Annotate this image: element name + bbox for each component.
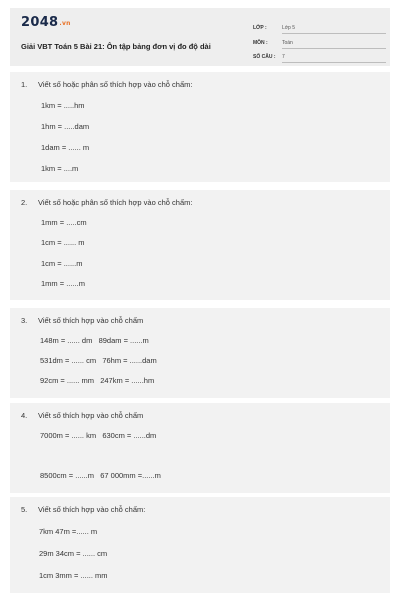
question-heading [21, 411, 143, 420]
answer-line: 1km = .....hm [41, 101, 85, 110]
site-logo[interactable] [21, 15, 71, 30]
document-title: Giải VBT Toán 5 Bài 21: Ôn tập bảng đơn vị đo độ dài [21, 42, 211, 51]
answer-line: 1cm = ...... m [41, 238, 85, 247]
answer-line: 1dam = ...... m [41, 143, 90, 152]
meta-label-subject: MÔN : [253, 40, 268, 46]
question-number: 3. [21, 316, 28, 325]
worksheet-header [10, 8, 390, 66]
question-heading [21, 80, 192, 89]
answer-line: 1mm = ......m [41, 279, 85, 288]
answer-line: 1mm = .....cm [41, 218, 87, 227]
answer-line: 8500cm = ......m 67 000mm =......m [40, 471, 161, 480]
question-heading [21, 505, 145, 514]
question-1 [10, 72, 390, 182]
answer-line: 148m = ...... dm 89dam = ......m [40, 336, 149, 345]
answer-line: 7km 47m =...... m [39, 527, 98, 536]
meta-value-class: Lớp 5 [282, 25, 386, 34]
logo-suffix: .vn [59, 20, 71, 27]
meta-value-question-count: 7 [282, 54, 386, 63]
question-3 [10, 308, 390, 398]
answer-line: 92cm = ...... mm 247km = ......hm [40, 376, 155, 385]
question-number: 2. [21, 198, 28, 207]
meta-label-class: LỚP : [253, 25, 267, 31]
question-number: 1. [21, 80, 28, 89]
question-text: Viết số hoặc phân số thích hợp vào chỗ chấm: [38, 80, 193, 89]
question-text: Viết số hoặc phân số thích hợp vào chỗ chấm: [38, 198, 193, 207]
question-number: 4. [21, 411, 28, 420]
logo-main: 2048 [21, 15, 59, 30]
question-5 [10, 497, 390, 593]
question-4 [10, 403, 390, 493]
answer-line: 1cm 3mm = ...... mm [39, 571, 108, 580]
meta-value-subject: Toán [282, 40, 386, 49]
question-number: 5. [21, 505, 28, 514]
answer-line: 1hm = .....dam [41, 122, 90, 131]
question-text: Viết số thích hợp vào chỗ chấm [38, 411, 144, 420]
meta-label-question-count: SỐ CÂU : [253, 54, 276, 60]
question-text: Viết số thích hợp vào chỗ chấm: [38, 505, 146, 514]
answer-line: 1km = ....m [41, 164, 79, 173]
question-text: Viết số thích hợp vào chỗ chấm [38, 316, 144, 325]
question-heading [21, 198, 192, 207]
question-2 [10, 190, 390, 300]
answer-line: 7000m = ...... km 630cm = ......dm [40, 431, 157, 440]
answer-line: 531dm = ...... cm 76hm = ......dam [40, 356, 157, 365]
answer-line: 29m 34cm = ...... cm [39, 549, 108, 558]
question-heading [21, 316, 143, 325]
answer-line: 1cm = ......m [41, 259, 83, 268]
